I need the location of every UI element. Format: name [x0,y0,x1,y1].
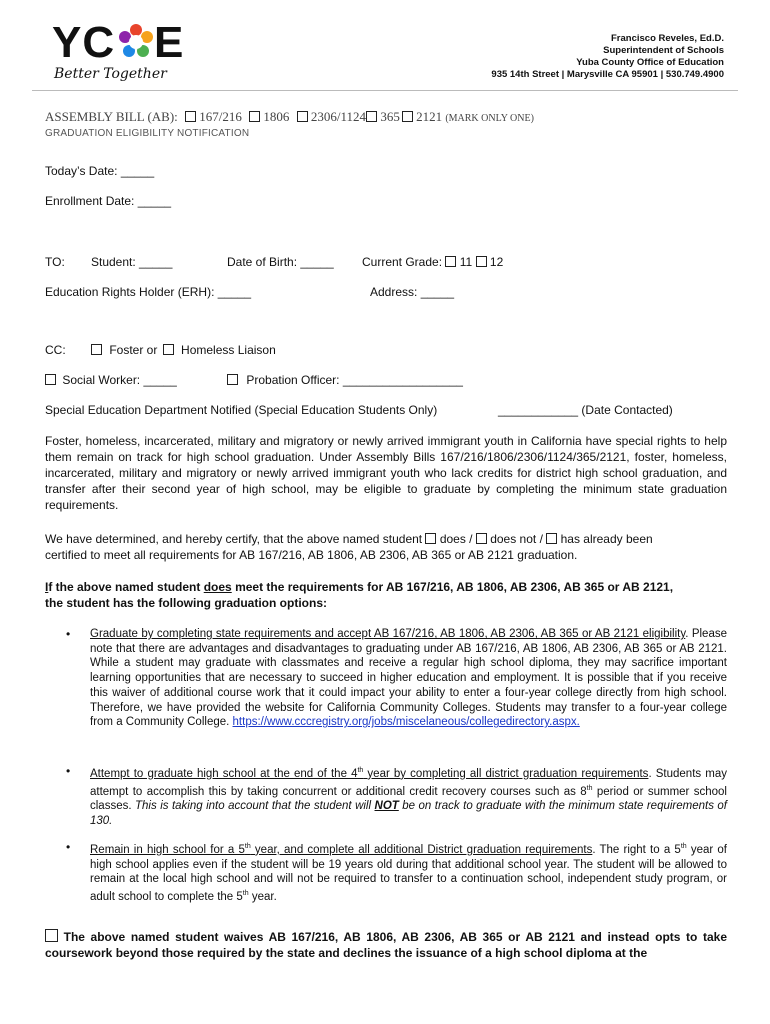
ab-167-216-checkbox[interactable] [185,111,196,122]
logo-o-flower-icon [118,24,154,60]
cc-options-row [91,343,276,357]
does-not-label: does not / [490,532,543,546]
superintendent-name: Francisco Reveles, Ed.D. [611,33,724,44]
ab-option-2121: 2121 [416,109,443,124]
to-label: TO: [45,255,65,269]
header-divider [32,90,738,91]
option-3-body: . The right to a 5 [592,843,681,856]
waiver-text: The above named student waives AB 167/216, AB 1806, AB 2306, AB 365 or AB 2121 and instead opts to take coursework beyond those required by the state and declines the issuance of a high school diploma at the [45,930,727,960]
option-2-note: This is taking into account that the student will NOT be on track to graduate with the minimum state requirements of 130. [90,800,728,827]
grade-11-checkbox[interactable] [445,256,456,267]
homeless-checkbox[interactable] [163,344,174,355]
waiver-paragraph [45,929,727,961]
does-not-checkbox[interactable] [476,533,487,544]
social-worker-field[interactable]: Social Worker: _____ [62,373,177,387]
dob-field[interactable]: Date of Birth: _____ [227,255,334,269]
option-3-sup-2: th [242,889,249,897]
foster-checkbox[interactable] [91,344,102,355]
current-grade-label: Current Grade: [362,255,443,269]
ab-365-checkbox[interactable] [366,111,377,122]
ab-option-167-216: 167/216 [199,109,242,124]
option-3-body-3: year. [248,890,277,903]
ab-2306-checkbox[interactable] [297,111,308,122]
options-heading-a: f the above named student [48,580,201,594]
option-2-heading: Attempt to graduate high school at the end of the 4th year by completing all district graduation requirements [90,767,649,780]
grade-12-label: 12 [489,255,504,269]
option-3-text [90,840,727,904]
logo-text-e: E [154,18,185,67]
does-checkbox[interactable] [425,533,436,544]
bullet-dot: • [66,627,71,641]
bullet-dot: • [66,764,71,778]
ab-option-2306-1124: 2306/1124 [310,109,367,124]
enrollment-date-field[interactable]: Enrollment Date: _____ [45,194,172,208]
grade-11-label: 11 [459,255,473,269]
already-been-label: has already been [560,532,653,546]
ab-option-365: 365 [380,109,400,124]
current-grade-row [362,255,503,269]
logo [50,18,190,86]
date-contacted-field[interactable]: ____________ (Date Contacted) [498,403,673,417]
options-heading-initial: I [45,580,49,594]
bullet-dot: • [66,840,71,854]
already-been-checkbox[interactable] [546,533,557,544]
probation-row [227,373,463,387]
option-3-sup: th [680,843,687,850]
rights-paragraph: Foster, homeless, incarcerated, military and migratory or newly arrived immigrant youth in California have special rights to help them remain on track for high school graduation. Under Assembly Bills 167/216/1806/2306/1124/365/2121, foster, homeless, incarcerated, military and migratory or newly arrived immigrant youth who lack credits for district high school graduation, and transfer after their second year of high school, may be eligible to graduate by completing the minimum state graduation requirements. [45,434,727,512]
certify-text: We have determined, and hereby certify, that the above named student [45,532,423,546]
certify-text-2: certified to meet all requirements for AB 167/216, AB 1806, AB 2306, AB 365 or AB 2121 graduation. [45,548,578,562]
option-3-heading: Remain in high school for a 5th year, and complete all additional District graduation requirements [90,843,593,856]
social-worker-row [45,373,177,387]
address-field[interactable]: Address: _____ [370,285,455,299]
assembly-bill-label: ASSEMBLY BILL (AB): [45,109,178,124]
option-1-heading: Graduate by completing state requirements and accept AB 167/216, AB 1806, AB 2306, AB 365 or AB 2121 eligibility [90,628,686,640]
mark-only-one-note: (MARK ONLY ONE) [445,113,534,124]
foster-label: Foster or [109,343,158,357]
social-worker-checkbox[interactable] [45,374,56,385]
form-subtitle: GRADUATION ELIGIBILITY NOTIFICATION [45,128,250,139]
option-1-text [90,627,727,730]
superintendent-title: Superintendent of Schools [603,45,724,56]
cc-label: CC: [45,343,66,357]
header-contact-block [404,33,724,81]
option-2-body-2: period or summer school classes. [90,785,727,813]
does-label: does / [439,532,473,546]
org-address: 935 14th Street | Marysville CA 95901 | 530.749.4900 [491,69,724,80]
student-field[interactable]: Student: _____ [91,255,173,269]
options-heading-b: meet the requirements for AB 167/216, AB 1806, AB 2306, AB 365 or AB 2121, [235,580,674,594]
grade-12-checkbox[interactable] [476,256,487,267]
option-3-body-2: year of high school applies even if the student will be 19 years old during that additional school year. The student will be allowed to remain at the local high school and will not be required to transfer to a continuation school, independent study program, or adult school to complete the 5 [90,843,727,903]
option-2-text [90,764,727,828]
org-name: Yuba County Office of Education [576,57,724,68]
ab-2121-checkbox[interactable] [402,111,413,122]
erh-field[interactable]: Education Rights Holder (ERH): _____ [45,285,252,299]
options-heading [45,579,735,611]
logo-text-yc: YC [52,18,116,67]
probation-checkbox[interactable] [227,374,238,385]
options-heading-does: does [203,580,232,594]
ab-1806-checkbox[interactable] [249,111,260,122]
waiver-checkbox[interactable] [45,929,58,942]
cccregistry-link[interactable]: https://www.cccregistry.org/jobs/miscelaneous/collegedirectory.aspx. [232,716,580,729]
probation-field[interactable]: Probation Officer: __________________ [246,373,463,387]
sped-label: Special Education Department Notified (Special Education Students Only) [45,403,438,417]
homeless-label: Homeless Liaison [181,343,276,357]
ab-option-1806: 1806 [263,109,290,124]
options-heading-line2: the student has the following graduation options: [45,596,327,610]
logo-tagline: Better Together [54,66,167,82]
todays-date-field[interactable]: Today’s Date: _____ [45,164,155,178]
assembly-bill-row [45,109,534,125]
option-2-body: . Students may attempt to accomplish this by taking concurrent or additional credit recovery courses such as 8 [90,767,727,798]
option-1-body: . Please note that there are advantages and disadvantages to graduating under AB 167/216, AB 1806, AB 2306, AB 365 or AB 2121. While a student may graduate with classmates and receive a regular high school diploma, they may sacrifice important learning opportunities that are necessary to succeed in higher education and employment. It is possible that if you receive this waiver of additional course work that it could impact your ability to enter a four-year college directly from high school. Therefore, we have provided the website for California Community Colleges. Students may transfer to a four-year college from a Community College. [90,628,727,729]
option-2-sup: th [586,784,593,792]
certification-paragraph [45,531,727,563]
